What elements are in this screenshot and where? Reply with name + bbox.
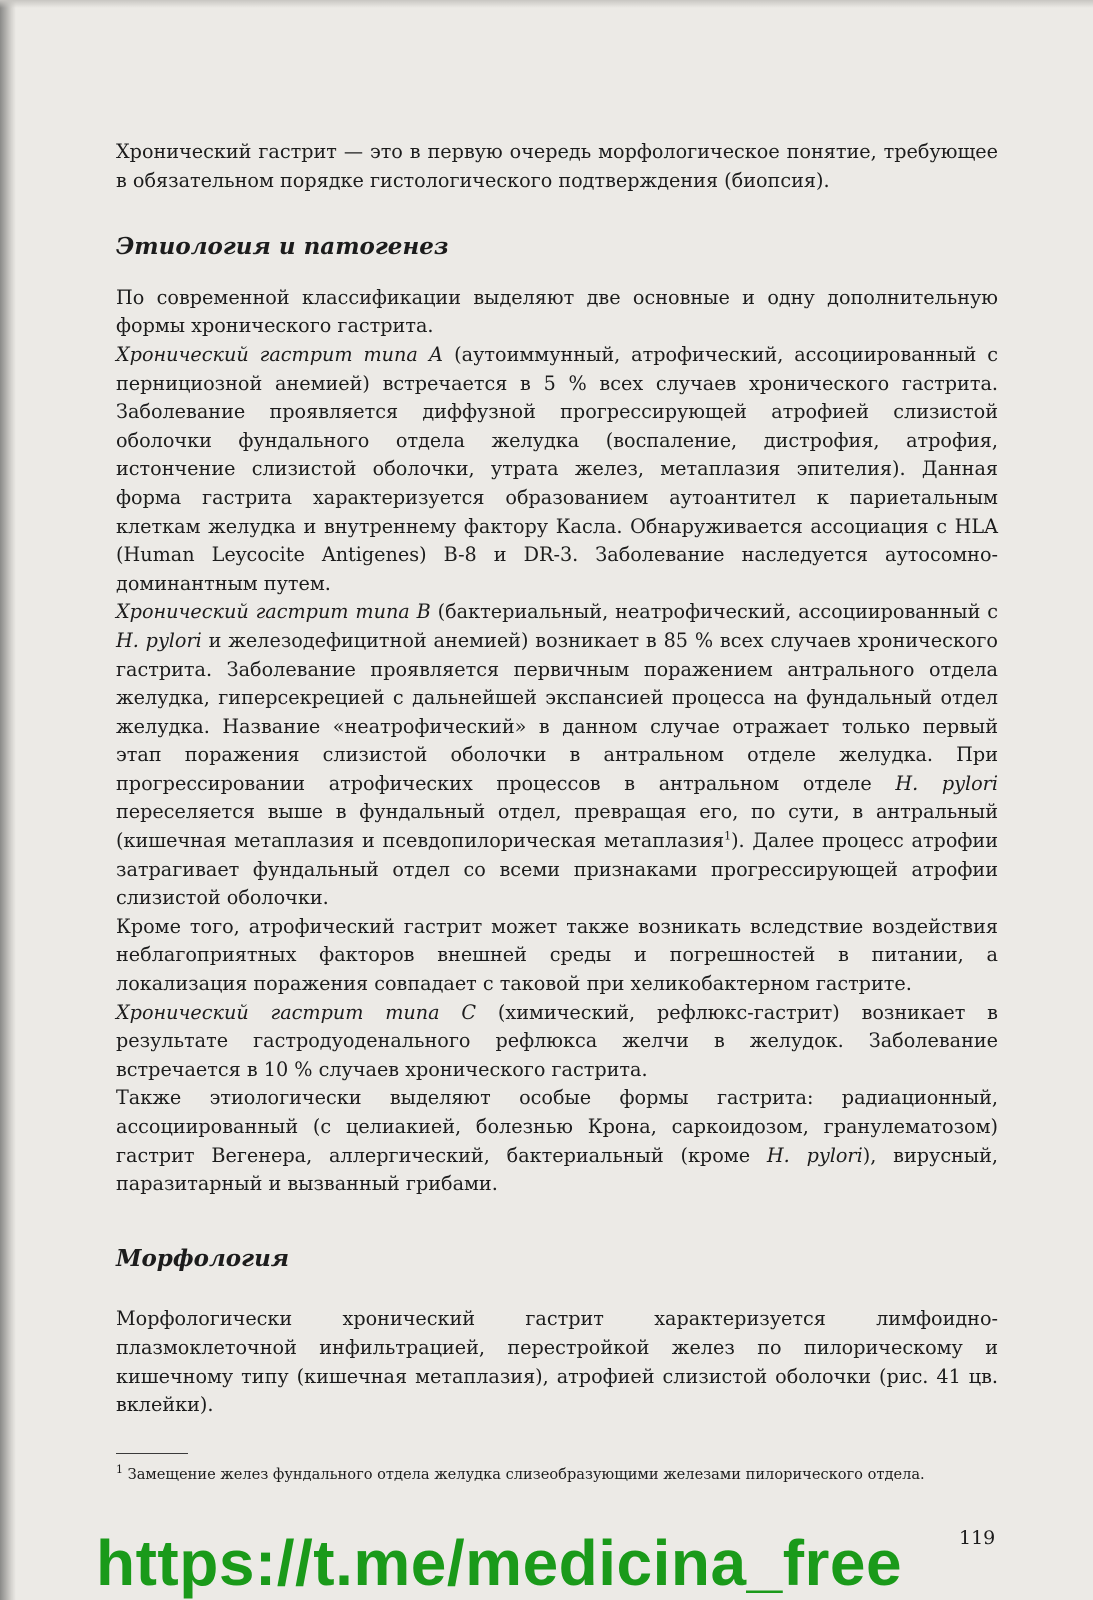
footnote-reference: 1: [724, 829, 732, 843]
type-b-text: и железодефицитной анемией) возникает в 85 % всех случаев хронического гастрита. Заболевание проявляется первичным поражением антрального отдела желудка, гиперсекрецией с дальнейшей экспансией процесса на фундальный отдел желудка. Название «неатрофический» в данном случае отражает только первый этап поражения слизистой оболочки в антральном отделе желудка. При прогрессировании атрофических процессов в антральном отделе: [116, 628, 998, 795]
type-c-text: (химический, рефлюкс-гастрит) возникает в результате гастродуоденального рефлюкса желчи в желудок. Заболевание встречается в 10 % случаев хронического гастрита.: [116, 1000, 998, 1081]
footnote: [116, 1464, 998, 1486]
classification-paragraph: По современной классификации выделяют две основные и одну дополнительную формы хронического гастрита.: [116, 285, 998, 338]
page-top-shadow: [0, 0, 1093, 8]
type-b-text: ). Далее процесс атрофии затрагивает фундальный отдел со всеми признаками прогрессирующей атрофии слизистой оболочки.: [116, 829, 998, 910]
special-forms-text: Также этиологически выделяют особые формы гастрита: радиационный, ассоциированный (с целиакией, болезнью Крона, саркоидозом, гранулематозом) гастрит Вегенера, аллергический, бактериальный (кроме: [116, 1086, 998, 1167]
footnote-mark: 1: [116, 1463, 123, 1477]
type-a-text: (аутоиммунный, атрофический, ассоциированный с пернициозной анемией) встречается в 5 % всех случаев хронического гастрита. Заболевание проявляется диффузной прогрессирующей атрофией слизистой оболочки фундального отдела желудка (воспаление, дистрофия, атрофия, истончение слизистой оболочки, утрата желез, метаплазия эпителия). Данная форма гастрита характеризуется образованием аутоантител к париетальным клеткам желудка и внутреннему фактору Касла. Обнаруживается ассоциация с HLA (Human Leycocite Antigenes) B-8 и DR-3. Заболевание наследуется аутосомно-доминантным путем.: [116, 342, 999, 595]
page-number: 119: [959, 1527, 996, 1549]
h-pylori-term: H. pylori: [116, 628, 202, 652]
type-c-term: Хронический гастрит типа С: [116, 1000, 477, 1024]
page-edge-shadow: [0, 0, 16, 1600]
type-c-paragraph: [116, 999, 998, 1085]
footnote-text: Замещение желез фундального отдела желудка слизеобразующими железами пилорического отдела.: [123, 1466, 925, 1483]
heading-morphology: Морфология: [116, 1244, 290, 1272]
h-pylori-term: H. pylori: [895, 771, 998, 795]
type-b-text: переселяется выше в фундальный отдел, превращая его, по сути, в антральный (кишечная метаплазия и псевдопилорическая метаплазия: [116, 800, 998, 853]
heading-etiology: Этиология и патогенез: [116, 233, 449, 261]
type-b-term: Хронический гастрит типа В: [116, 600, 431, 624]
intro-paragraph: Хронический гастрит — это в первую очередь морфологическое понятие, требующее в обязательном порядке гистологического подтверждения (биопсия).: [116, 140, 998, 192]
special-forms-text: ), вирусный, паразитарный и вызванный грибами.: [116, 1143, 999, 1196]
watermark-link[interactable]: https://t.me/medicina_free: [96, 1527, 903, 1599]
page-body: [116, 138, 998, 1420]
footnote-divider: [116, 1453, 188, 1454]
h-pylori-term: H. pylori: [766, 1143, 863, 1167]
besides-paragraph: Кроме того, атрофический гастрит может также возникать вследствие воздействия неблагоприятных факторов внешней среды и погрешностей в питании, а локализация поражения совпадает с таковой при хеликобактерном гастрите.: [116, 914, 998, 996]
type-b-text: (бактериальный, неатрофический, ассоциированный с: [430, 600, 999, 624]
morphology-paragraph: Морфологически хронический гастрит характеризуется лимфоидно-плазмоклеточной инфильтрацией, перестройкой желез по пилорическому и кишечному типу (кишечная метаплазия), атрофией слизистой оболочки (рис. 41 цв. вклейки).: [116, 1307, 998, 1417]
type-b-paragraph: [116, 598, 998, 913]
type-a-term: Хронический гастрит типа А: [116, 342, 444, 366]
special-forms-paragraph: [116, 1084, 998, 1198]
type-a-paragraph: [116, 341, 998, 598]
